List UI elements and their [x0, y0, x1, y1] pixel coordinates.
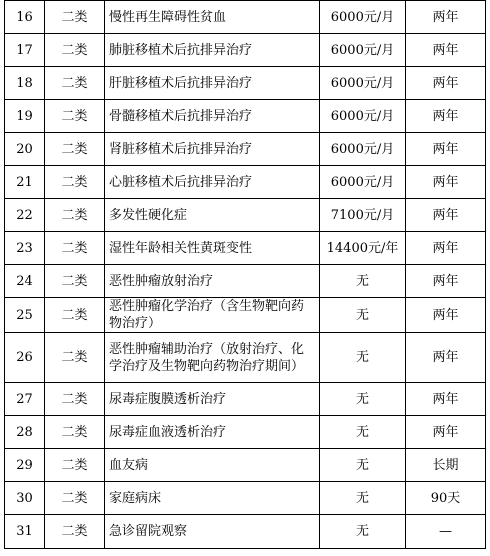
table-row [5, 199, 486, 232]
row-disease-name: 骨髓移植术后抗排异治疗 [105, 100, 320, 133]
row-disease-name: 恶性肿瘤辅助治疗（放射治疗、化学治疗及生物靶向药物治疗期间） [105, 333, 320, 383]
row-validity-period: 两年 [406, 383, 486, 416]
row-category: 二类 [45, 100, 105, 133]
row-number: 21 [5, 166, 45, 199]
row-validity-period: 两年 [406, 67, 486, 100]
row-number: 20 [5, 133, 45, 166]
row-number: 29 [5, 449, 45, 482]
table-row [5, 265, 486, 298]
row-validity-period: 两年 [406, 100, 486, 133]
row-validity-period: 两年 [406, 416, 486, 449]
table-row [5, 298, 486, 333]
row-payment-limit: 无 [320, 449, 406, 482]
row-payment-limit: 无 [320, 416, 406, 449]
row-payment-limit: 6000元/月 [320, 34, 406, 67]
row-disease-name: 心脏移植术后抗排异治疗 [105, 166, 320, 199]
row-disease-name: 肾脏移植术后抗排异治疗 [105, 133, 320, 166]
row-validity-period: 两年 [406, 166, 486, 199]
row-disease-name: 慢性再生障碍性贫血 [105, 1, 320, 34]
row-category: 二类 [45, 383, 105, 416]
table-body [5, 1, 486, 549]
row-number: 26 [5, 333, 45, 383]
row-validity-period: 两年 [406, 265, 486, 298]
table-row [5, 416, 486, 449]
row-payment-limit: 6000元/月 [320, 1, 406, 34]
table-row [5, 232, 486, 265]
row-category: 二类 [45, 133, 105, 166]
row-validity-period: 两年 [406, 34, 486, 67]
table-row [5, 383, 486, 416]
row-category: 二类 [45, 416, 105, 449]
row-validity-period: 两年 [406, 133, 486, 166]
row-validity-period: 长期 [406, 449, 486, 482]
table-row [5, 515, 486, 549]
row-disease-name: 恶性肿瘤化学治疗（含生物靶向药物治疗） [105, 298, 320, 333]
row-number: 25 [5, 298, 45, 333]
row-number: 30 [5, 482, 45, 515]
row-payment-limit: 无 [320, 265, 406, 298]
row-validity-period: 两年 [406, 333, 486, 383]
row-payment-limit: 无 [320, 482, 406, 515]
row-validity-period: 两年 [406, 232, 486, 265]
row-disease-name: 肝脏移植术后抗排异治疗 [105, 67, 320, 100]
row-number: 24 [5, 265, 45, 298]
row-category: 二类 [45, 482, 105, 515]
row-validity-period: — [406, 515, 486, 549]
row-payment-limit: 6000元/月 [320, 100, 406, 133]
table-row [5, 482, 486, 515]
row-number: 27 [5, 383, 45, 416]
table-row [5, 67, 486, 100]
row-validity-period: 两年 [406, 1, 486, 34]
row-number: 18 [5, 67, 45, 100]
table-row [5, 34, 486, 67]
row-category: 二类 [45, 166, 105, 199]
row-payment-limit: 7100元/月 [320, 199, 406, 232]
row-payment-limit: 无 [320, 515, 406, 549]
row-disease-name: 多发性硬化症 [105, 199, 320, 232]
row-number: 23 [5, 232, 45, 265]
row-payment-limit: 无 [320, 298, 406, 333]
row-category: 二类 [45, 333, 105, 383]
row-payment-limit: 6000元/月 [320, 133, 406, 166]
row-number: 31 [5, 515, 45, 549]
row-number: 16 [5, 1, 45, 34]
row-number: 17 [5, 34, 45, 67]
row-category: 二类 [45, 265, 105, 298]
row-payment-limit: 14400元/年 [320, 232, 406, 265]
row-category: 二类 [45, 232, 105, 265]
row-category: 二类 [45, 1, 105, 34]
table-row [5, 333, 486, 383]
table-row [5, 100, 486, 133]
row-validity-period: 两年 [406, 298, 486, 333]
row-disease-name: 急诊留院观察 [105, 515, 320, 549]
row-category: 二类 [45, 199, 105, 232]
disease-table [4, 0, 486, 549]
row-category: 二类 [45, 67, 105, 100]
row-payment-limit: 无 [320, 383, 406, 416]
row-disease-name: 恶性肿瘤放射治疗 [105, 265, 320, 298]
row-disease-name: 尿毒症腹膜透析治疗 [105, 383, 320, 416]
row-category: 二类 [45, 298, 105, 333]
table-row [5, 449, 486, 482]
row-category: 二类 [45, 449, 105, 482]
row-number: 19 [5, 100, 45, 133]
row-category: 二类 [45, 34, 105, 67]
row-disease-name: 血友病 [105, 449, 320, 482]
row-validity-period: 两年 [406, 199, 486, 232]
table-row [5, 1, 486, 34]
row-disease-name: 肺脏移植术后抗排异治疗 [105, 34, 320, 67]
row-disease-name: 家庭病床 [105, 482, 320, 515]
row-payment-limit: 6000元/月 [320, 166, 406, 199]
table-row [5, 166, 486, 199]
row-payment-limit: 无 [320, 333, 406, 383]
row-validity-period: 90天 [406, 482, 486, 515]
row-number: 22 [5, 199, 45, 232]
row-number: 28 [5, 416, 45, 449]
row-disease-name: 尿毒症血液透析治疗 [105, 416, 320, 449]
row-payment-limit: 6000元/月 [320, 67, 406, 100]
table-row [5, 133, 486, 166]
row-disease-name: 湿性年龄相关性黄斑变性 [105, 232, 320, 265]
row-category: 二类 [45, 515, 105, 549]
